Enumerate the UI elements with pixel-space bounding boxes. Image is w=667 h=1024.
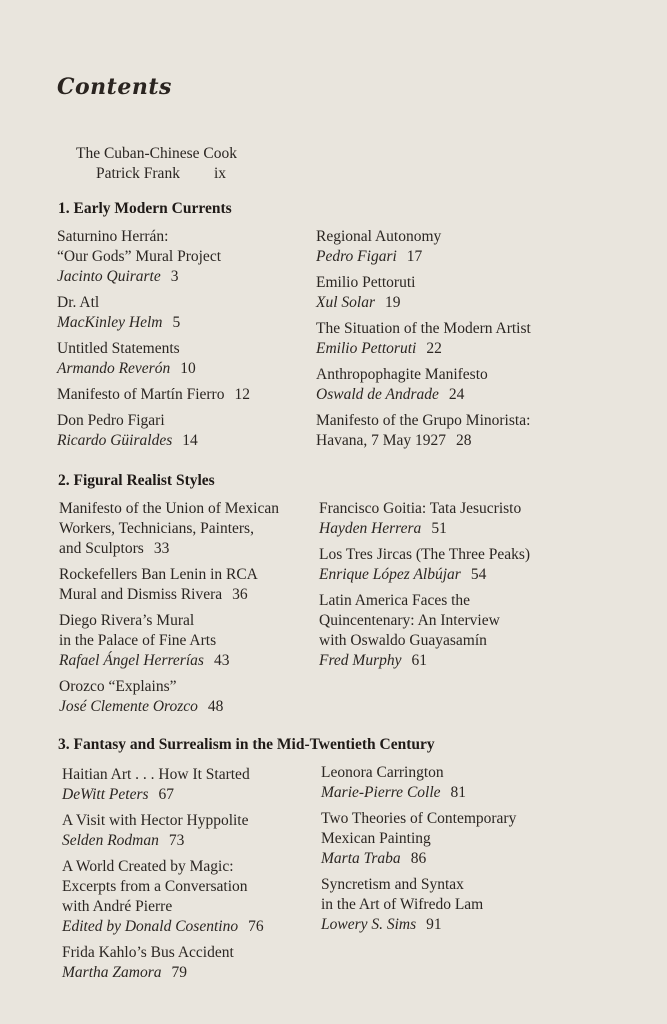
- entry-author: Martha Zamora: [62, 964, 162, 981]
- entry-title: Frida Kahlo’s Bus Accident: [62, 944, 234, 961]
- entry-title: Francisco Goitia: Tata Jesucristo: [319, 500, 522, 517]
- toc-entry[interactable]: [62, 765, 332, 805]
- entry-page: 73: [168, 832, 185, 849]
- entry-title: Manifesto of the Union of Mexican: [59, 500, 279, 517]
- entry-page: 12: [234, 386, 250, 403]
- toc-entry[interactable]: [57, 385, 327, 405]
- entry-page: 10: [180, 360, 196, 377]
- toc-entry[interactable]: [316, 227, 586, 267]
- entry-page: 79: [171, 964, 187, 981]
- section-2-right-column: [319, 499, 589, 677]
- entry-title: with Oswaldo Guayasamín: [319, 632, 487, 649]
- entry-page: 19: [385, 294, 401, 311]
- entry-title: Workers, Technicians, Painters,: [59, 520, 254, 537]
- entry-author: Marta Traba: [321, 850, 401, 867]
- entry-title-text: Manifesto of Martín Fierro: [57, 386, 225, 403]
- entry-title-text: Havana, 7 May 1927: [316, 432, 446, 449]
- entry-title: Manifesto of the Grupo Minorista:: [316, 412, 531, 429]
- page-title: Contents: [57, 74, 172, 100]
- entry-author: DeWitt Peters: [62, 786, 149, 803]
- toc-entry[interactable]: [59, 677, 329, 717]
- entry-title: [57, 385, 327, 405]
- entry-author: Rafael Ángel Herrerías: [59, 652, 204, 669]
- entry-title: [59, 585, 329, 605]
- toc-entry[interactable]: [62, 811, 332, 851]
- toc-entry[interactable]: [321, 809, 591, 869]
- entry-page: 14: [182, 432, 198, 449]
- entry-title: [59, 539, 329, 559]
- toc-entry[interactable]: [59, 611, 329, 671]
- entry-title: Syncretism and Syntax: [321, 876, 464, 893]
- toc-entry[interactable]: [319, 545, 589, 585]
- entry-page: 51: [431, 520, 447, 537]
- entry-author: Lowery S. Sims: [321, 916, 417, 933]
- entry-title: Emilio Pettoruti: [316, 274, 416, 291]
- entry-author: Selden Rodman: [62, 832, 159, 849]
- entry-title: “Our Gods” Mural Project: [57, 248, 221, 265]
- entry-author: Armando Reverón: [57, 360, 171, 377]
- toc-entry[interactable]: [62, 943, 332, 983]
- entry-author: Marie-Pierre Colle: [321, 784, 441, 801]
- entry-author: Pedro Figari: [316, 248, 397, 265]
- entry-author: Oswald de Andrade: [316, 386, 439, 403]
- toc-entry[interactable]: [316, 365, 586, 405]
- entry-title: The Cuban-Chinese Cook: [76, 145, 238, 162]
- toc-entry[interactable]: [316, 319, 586, 359]
- toc-entry[interactable]: [57, 293, 327, 333]
- entry-author: MacKinley Helm: [57, 314, 163, 331]
- section-2-left-column: [59, 499, 329, 723]
- toc-entry[interactable]: [319, 591, 589, 671]
- entry-title: Diego Rivera’s Mural: [59, 612, 195, 629]
- entry-title: with André Pierre: [62, 898, 173, 915]
- toc-entry[interactable]: [321, 763, 591, 803]
- toc-entry[interactable]: [316, 411, 586, 451]
- toc-entry[interactable]: [57, 411, 327, 451]
- entry-title: Orozco “Explains”: [59, 678, 177, 695]
- entry-page: 76: [248, 918, 264, 935]
- entry-title: Los Tres Jircas (The Three Peaks): [319, 546, 531, 563]
- entry-page: 22: [426, 340, 442, 357]
- entry-page: 54: [470, 566, 487, 583]
- entry-title: Two Theories of Contemporary: [321, 810, 517, 827]
- entry-title-text: Mural and Dismiss Rivera: [59, 586, 223, 603]
- entry-page: 33: [153, 540, 170, 557]
- entry-author: José Clemente Orozco: [59, 698, 198, 715]
- entry-title: Saturnino Herrán:: [57, 228, 169, 245]
- entry-page: 28: [456, 432, 472, 449]
- entry-title: Haitian Art . . . How It Started: [62, 766, 250, 783]
- entry-title: Mexican Painting: [321, 830, 431, 847]
- entry-page: 67: [158, 786, 175, 803]
- entry-author: Emilio Pettoruti: [316, 340, 417, 357]
- entry-page: 36: [232, 586, 248, 603]
- entry-page: 3: [170, 268, 179, 285]
- toc-entry[interactable]: [57, 339, 327, 379]
- toc-entry[interactable]: [321, 875, 591, 935]
- entry-title: in the Palace of Fine Arts: [59, 632, 217, 649]
- entry-author: Enrique López Albújar: [319, 566, 461, 583]
- entry-title: A Visit with Hector Hyppolite: [62, 812, 249, 829]
- section-heading: 1. Early Modern Currents: [58, 200, 232, 217]
- entry-title: Anthropophagite Manifesto: [316, 366, 488, 383]
- toc-entry[interactable]: [59, 565, 329, 605]
- entry-title: in the Art of Wifredo Lam: [321, 896, 484, 913]
- entry-title-text: and Sculptors: [59, 540, 144, 557]
- section-heading: 3. Fantasy and Surrealism in the Mid-Twentieth Century: [58, 736, 435, 753]
- entry-title: Excerpts from a Conversation: [62, 878, 248, 895]
- intro-entry[interactable]: [76, 144, 237, 184]
- entry-author: Fred Murphy: [319, 652, 402, 669]
- entry-title: Dr. Atl: [57, 294, 100, 311]
- entry-title: Rockefellers Ban Lenin in RCA: [59, 566, 258, 583]
- entry-author: Xul Solar: [316, 294, 375, 311]
- entry-author: Hayden Herrera: [319, 520, 422, 537]
- entry-title: The Situation of the Modern Artist: [316, 320, 531, 337]
- toc-entry[interactable]: [57, 227, 327, 287]
- section-3-right-column: [321, 763, 591, 941]
- entry-author: Jacinto Quirarte: [57, 268, 161, 285]
- section-1-left-column: [57, 227, 327, 457]
- entry-page: 48: [207, 698, 224, 715]
- entry-title: Latin America Faces the: [319, 592, 471, 609]
- entry-page: 24: [448, 386, 465, 403]
- section-1-right-column: [316, 227, 586, 457]
- entry-title: A World Created by Magic:: [62, 858, 234, 875]
- entry-page: 81: [450, 784, 467, 801]
- entry-page: 91: [426, 916, 442, 933]
- entry-author: Ricardo Güiraldes: [57, 432, 173, 449]
- entry-page: 43: [213, 652, 230, 669]
- entry-author: Patrick Frank: [96, 165, 180, 182]
- toc-entry[interactable]: [319, 499, 589, 539]
- entry-title: Don Pedro Figari: [57, 412, 165, 429]
- entry-page: 17: [406, 248, 423, 265]
- section-heading: 2. Figural Realist Styles: [58, 472, 215, 489]
- toc-entry[interactable]: [316, 273, 586, 313]
- toc-entry[interactable]: [62, 857, 332, 937]
- entry-title: Quincentenary: An Interview: [319, 612, 500, 629]
- entry-author: Edited by Donald Cosentino: [62, 918, 239, 935]
- entry-page: 5: [172, 314, 181, 331]
- entry-title: Regional Autonomy: [316, 228, 442, 245]
- section-3-left-column: [62, 765, 332, 989]
- entry-title: Leonora Carrington: [321, 764, 444, 781]
- entry-page: 86: [410, 850, 427, 867]
- entry-title: [316, 431, 586, 451]
- entry-title: Untitled Statements: [57, 340, 180, 357]
- entry-page: ix: [213, 165, 227, 182]
- entry-page: 61: [411, 652, 428, 669]
- toc-entry[interactable]: [59, 499, 329, 559]
